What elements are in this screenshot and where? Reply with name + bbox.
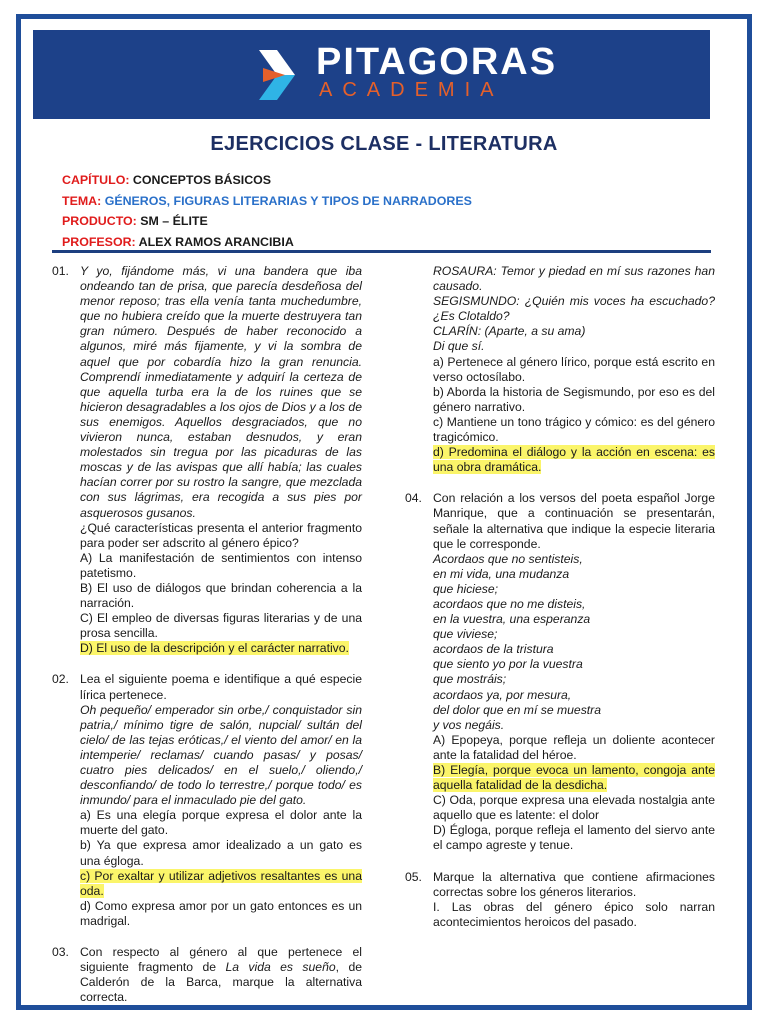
page-title: EJERCICIOS CLASE - LITERATURA [210, 133, 558, 155]
dialogue-line: SEGISMUNDO: ¿Quién mis voces ha escuchado? ¿Es Clotaldo? [433, 294, 715, 324]
option-a: a) Pertenece al género lírico, porque está escrito en verso octosílabo. [433, 354, 715, 384]
question-03-continued [405, 249, 715, 475]
question-01 [52, 264, 362, 656]
option-b: B) El uso de diálogos que brindan coherencia a la narración. [80, 580, 362, 611]
question-text: Lea el siguiente poema e identifique a qué especie lírica pertenece. [80, 672, 362, 702]
verse-line: Acordaos que no sentisteis, [433, 551, 583, 566]
question-03 [52, 945, 362, 1005]
brand-subtitle: ACADEMIA [319, 79, 504, 101]
dialogue-line: Di que sí. [433, 339, 485, 354]
meta-profesor: PROFESOR: ALEX RAMOS ARANCIBIA [62, 234, 294, 249]
verse-line: acordaos que no me disteis, [433, 596, 586, 611]
verse-line: que hiciese; [433, 581, 499, 596]
question-passage: Y yo, fijándome más, vi una bandera que iba ondeando tan de prisa, que parecía desdeñosa del menor reposo; tras ella venía tanta muchedumbre, que no hubiera creído que la muerte destruyera tan gran número. Después de haber reconocido a algunos, miré más fijamente, y vi la sombra de aquel que por cobardía hizo la gran renuncia. Comprendí inmediatamente y adquirí la certeza de que aquella turba era la de los ruines que se hicieron desagradables a los ojos de Dios y a los de sus enemigos. Aquellos desgraciados, que no vivieron nunca, estaban desnudos, y eran molestados sin tregua por las picaduras de las moscas y de las avispas que allí había; las cuales hacían correr por su rostro la sangre, que mezclada con sus lágrimas, era recogida a sus pies por asquerosos gusanos. [80, 264, 362, 520]
verse-line: que mostráis; [433, 672, 507, 687]
pitagoras-logo-icon [255, 42, 303, 108]
meta-producto: PRODUCTO: SM – ÉLITE [62, 214, 208, 228]
question-text: Con respecto al género al que pertenece el siguiente fragmento de La vida es sueño, de Calderón de la Barca, marque la alternativa correcta. [80, 945, 363, 1005]
question-text: Con relación a los versos del poeta español Jorge Manrique, que a continuación se presentarán, señale la alternativa que indique la especie literaria que le corresponde. [433, 491, 715, 551]
option-b: b) Ya que expresa amor idealizado a un gato es una égloga. [80, 838, 362, 868]
brand-name: PITAGORAS [316, 41, 558, 83]
option-c-answer: c) Por exaltar y utilizar adjetivos resaltantes es una oda. [80, 868, 362, 898]
statement-i: I. Las obras del género épico solo narran acontecimientos heroicos del pasado. [433, 899, 715, 929]
meta-capitulo: CAPÍTULO: CONCEPTOS BÁSICOS [62, 173, 272, 187]
dialogue-line: CLARÍN: (Aparte, a su ama) [433, 324, 586, 339]
header-banner [33, 30, 710, 119]
option-c: C) El empleo de diversas figuras literarias y de una prosa sencilla. [80, 611, 362, 641]
question-number: 05. [405, 869, 422, 884]
work-title: La vida es sueño [225, 960, 336, 975]
meta-tema: TEMA: GÉNEROS, FIGURAS LITERARIAS Y TIPOS DE NARRADORES [62, 193, 472, 208]
document-meta [62, 170, 472, 252]
question-number: 03. [52, 945, 69, 960]
dialogue-line: ROSAURA: Temor y piedad en mí sus razones han causado. [433, 264, 715, 294]
verse-line: acordaos ya, por mesura, [433, 687, 572, 702]
option-c: c) Mantiene un tono trágico y cómico: es del género tragicómico. [433, 414, 715, 445]
question-04 [405, 491, 715, 853]
verse-line: en mi vida, una mudanza [433, 566, 570, 581]
question-number: 04. [405, 491, 422, 506]
option-d-answer: D) El uso de la descripción y el carácter narrativo. [80, 641, 349, 656]
question-text: ¿Qué características presenta el anterior fragmento para poder ser adscrito al género épico? [80, 520, 362, 550]
question-poem: Oh pequeño/ emperador sin orbe,/ conquistador sin patria,/ mínimo tigre de salón, nupcial/ sultán del cielo/ de las tejas eróticas,/ el viento del amor/ en la intemperie/ reclamas/ cuando pasas/ y posas/ cuatro pies delicados/ en el suelo,/ oliendo,/ desconfiando/ de todo lo terrestre,/ porque todo/ es inmundo/ para el inmaculado pie del gato. [80, 702, 362, 808]
question-02 [52, 672, 362, 929]
right-column [405, 264, 715, 946]
verse-line: en la vuestra, una esperanza [433, 612, 591, 627]
question-number: 02. [52, 672, 69, 687]
question-05 [405, 870, 715, 930]
verse-line: que siento yo por la vuestra [433, 657, 583, 672]
verse-line: del dolor que en mí se muestra [433, 702, 602, 717]
left-column [52, 264, 362, 1021]
option-b-answer: B) Elegía, porque evoca un lamento, congoja ante aquella fatalidad de la desdicha. [433, 763, 715, 793]
option-d: D) Égloga, porque refleja el lamento del siervo ante el campo agreste y tenue. [433, 823, 715, 853]
verse-line: y vos negáis. [433, 717, 505, 732]
verse-line: que viviese; [433, 627, 498, 642]
option-a: A) La manifestación de sentimientos con intenso patetismo. [80, 550, 362, 580]
option-a: a) Es una elegía porque expresa el dolor ante la muerte del gato. [80, 808, 362, 838]
option-d-answer: d) Predomina el diálogo y la acción en escena: es una obra dramática. [433, 445, 715, 475]
option-a: A) Epopeya, porque refleja un doliente acontecer ante la fatalidad del héroe. [433, 732, 715, 762]
option-d: d) Como expresa amor por un gato entonces es un madrigal. [80, 898, 362, 928]
option-c: C) Oda, porque expresa una elevada nostalgia ante aquello que es latente: el dolor [433, 793, 715, 823]
question-number: 01. [52, 264, 69, 278]
option-b: b) Aborda la historia de Segismundo, por eso es del género narrativo. [433, 384, 715, 414]
question-text: Marque la alternativa que contiene afirmaciones correctas sobre los géneros literarios. [433, 869, 715, 899]
verse-line: acordaos de la tristura [433, 642, 554, 657]
